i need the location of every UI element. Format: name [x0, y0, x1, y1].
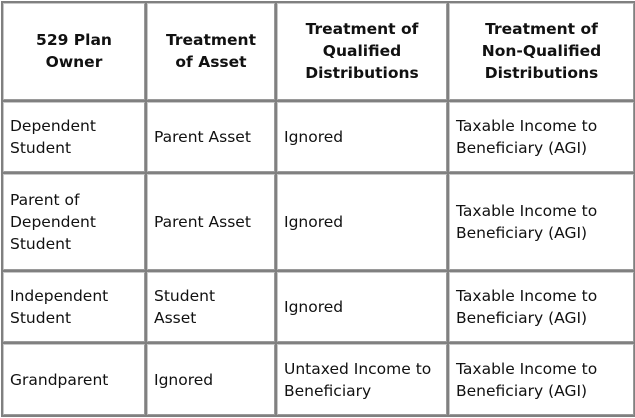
- cell-asset: Ignored: [147, 344, 275, 415]
- header-plan-owner: 529 Plan Owner: [3, 3, 145, 100]
- cell-qualified: Ignored: [277, 102, 447, 173]
- table-row: [3, 174, 634, 270]
- table-header-row: [3, 3, 634, 100]
- cell-qualified: Untaxed Income to Beneficiary: [277, 344, 447, 415]
- cell-owner: Parent of Dependent Student: [3, 174, 145, 270]
- table-row: [3, 344, 634, 415]
- table-row: [3, 102, 634, 173]
- cell-owner: Grandparent: [3, 344, 145, 415]
- cell-non-qualified: Taxable Income to Beneficiary (AGI): [449, 174, 634, 270]
- cell-non-qualified: Taxable Income to Beneficiary (AGI): [449, 272, 634, 343]
- cell-qualified: Ignored: [277, 272, 447, 343]
- plan-treatment-table: [1, 1, 635, 417]
- header-non-qualified-distributions: Treatment of Non-Qualified Distributions: [449, 3, 634, 100]
- cell-non-qualified: Taxable Income to Beneficiary (AGI): [449, 102, 634, 173]
- cell-asset: Parent Asset: [147, 174, 275, 270]
- cell-asset: Student Asset: [147, 272, 275, 343]
- header-qualified-distributions: Treatment of Qualified Distributions: [277, 3, 447, 100]
- cell-asset: Parent Asset: [147, 102, 275, 173]
- header-treatment-of-asset: Treatment of Asset: [147, 3, 275, 100]
- cell-qualified: Ignored: [277, 174, 447, 270]
- cell-owner: Dependent Student: [3, 102, 145, 173]
- cell-non-qualified: Taxable Income to Beneficiary (AGI): [449, 344, 634, 415]
- cell-owner: Independent Student: [3, 272, 145, 343]
- table-row: [3, 272, 634, 343]
